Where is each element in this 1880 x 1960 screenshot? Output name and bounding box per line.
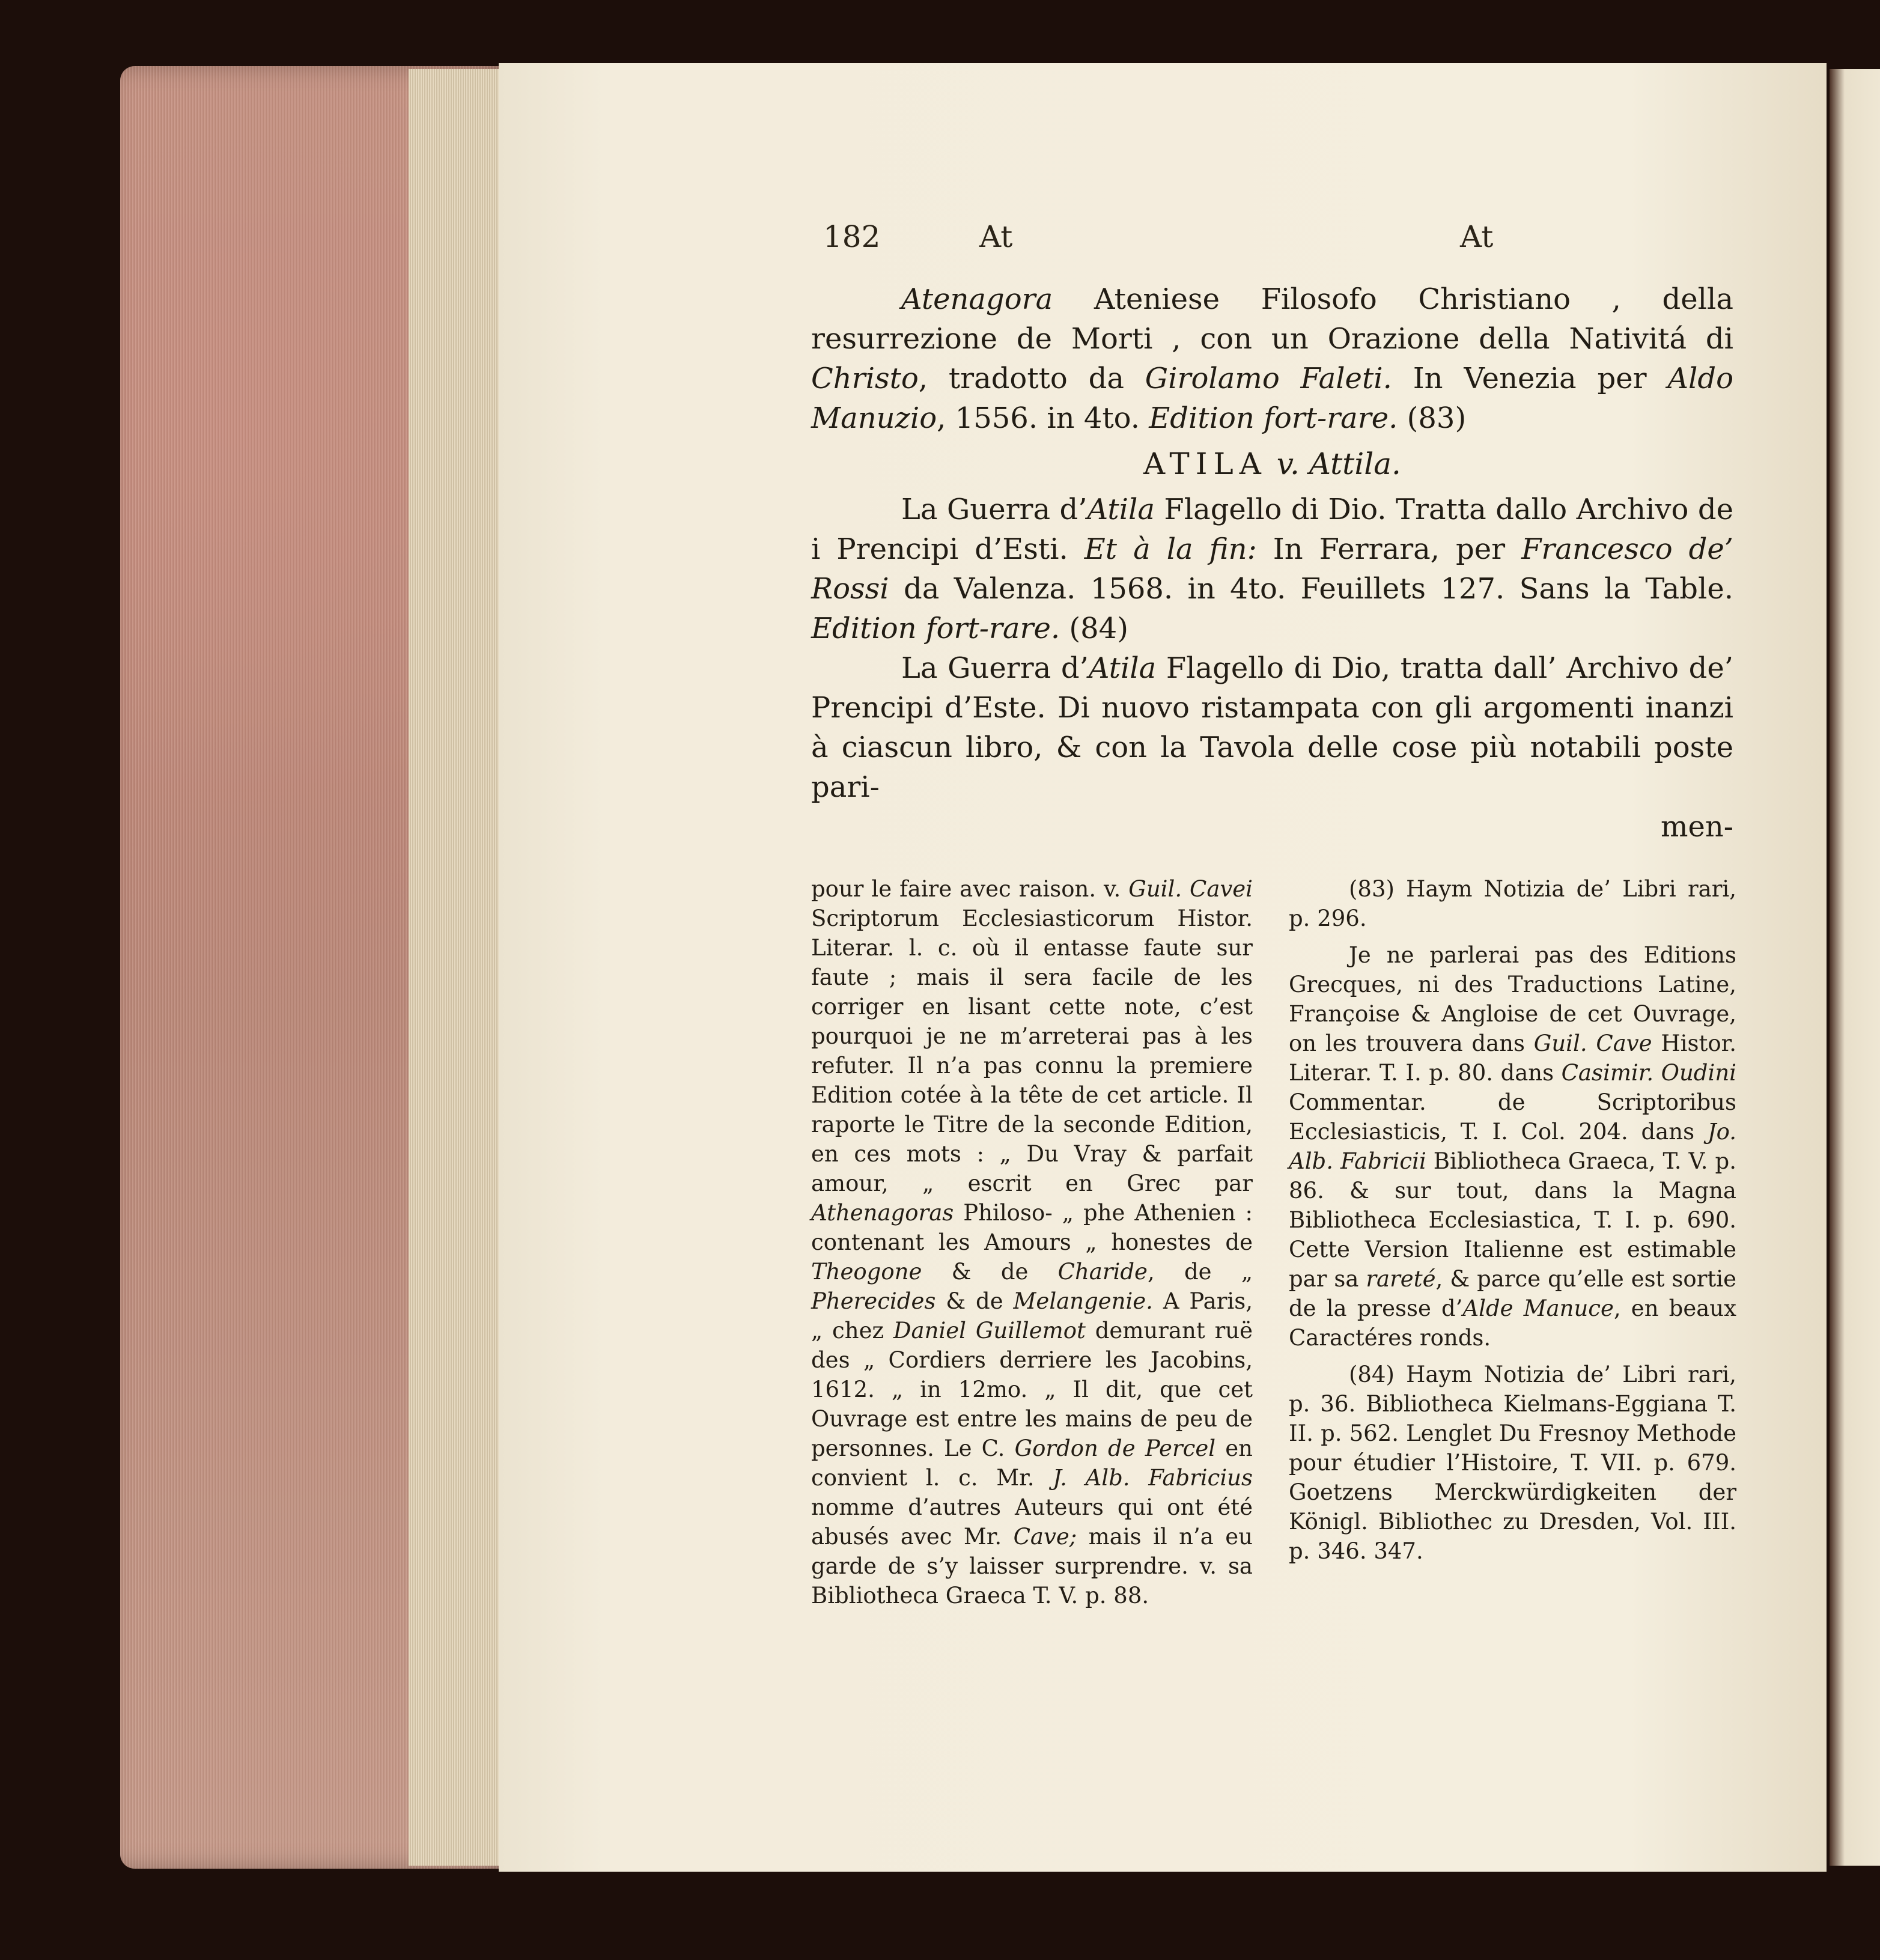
text: Atila	[1087, 493, 1155, 526]
notes-left-column	[811, 874, 1253, 1618]
text: J. Alb. Fabricius	[1053, 1465, 1253, 1491]
text: Daniel Guillemot	[893, 1318, 1086, 1344]
facing-page-edge	[1830, 69, 1880, 1866]
text: en convient l. c. Mr.	[811, 1435, 1253, 1491]
text: Philoso- „ phe Athenien : contenant les Amours „ honestes de	[811, 1200, 1253, 1255]
header-right: At	[1460, 219, 1494, 254]
entry-atenagora	[811, 279, 1733, 438]
note-continuation	[811, 874, 1253, 1610]
text: Christo	[811, 362, 919, 395]
text: Casimir. Oudini	[1561, 1060, 1736, 1086]
text: , & parce qu’elle est sortie de la presse d’	[1289, 1266, 1736, 1321]
text: Guil. Cave	[1533, 1030, 1652, 1056]
text: Ateniese Filosofo Christiano , della resurrezione de Morti , con un Orazione della Nativitá di	[811, 282, 1733, 356]
printer: Aldo Manuzio	[811, 362, 1734, 435]
text: , 1556. in 4to.	[937, 401, 1149, 435]
entry-atila-1	[811, 490, 1733, 648]
text: & de	[935, 1288, 1014, 1314]
text: Charide	[1057, 1259, 1148, 1285]
footnote-ref: (83)	[1398, 401, 1467, 435]
page-stack	[409, 69, 505, 1866]
notes-right-column	[1289, 874, 1736, 1573]
entry-heading	[811, 444, 1733, 484]
text: La Guerra d’	[901, 493, 1088, 526]
text: Et à la fin:	[1084, 532, 1257, 566]
entry-atila-2	[811, 648, 1733, 807]
text: Flagello di Dio. Tratta dallo Archivo de i Prencipi d’Esti.	[811, 493, 1733, 566]
text: Flagello di Dio, tratta dall’ Archivo de’ Prencipi d’Este. Di nuovo ristampata con gli argomenti inanzi à ciascun libro, & con la Tavola delle cose più notabili poste pari-	[811, 651, 1733, 804]
rarity-note: Edition fort-rare.	[1149, 401, 1398, 435]
text: rareté	[1366, 1266, 1436, 1292]
author: Atenagora	[901, 282, 1053, 316]
note-83-continued	[1289, 940, 1736, 1353]
heading-name: ATILA	[1143, 446, 1267, 481]
text: , tradotto da	[918, 362, 1145, 395]
text: Theogone	[811, 1259, 922, 1285]
book-page	[499, 63, 1827, 1872]
text: Cave;	[1013, 1524, 1077, 1550]
text: & de	[922, 1259, 1058, 1285]
text: Pherecides	[811, 1288, 936, 1314]
printer: Francesco de’ Rossi	[811, 532, 1733, 606]
rarity-note: Edition fort-rare.	[811, 612, 1060, 645]
text: Alde Manuce	[1462, 1295, 1614, 1321]
text: nomme d’autres Auteurs qui ont été abusés avec Mr.	[811, 1494, 1253, 1550]
text: pour le faire avec raison. v.	[811, 876, 1129, 902]
text: , en beaux Caractéres ronds.	[1289, 1295, 1736, 1351]
translator: Girolamo Faleti.	[1145, 362, 1392, 395]
text: Melangenie.	[1013, 1288, 1153, 1314]
note-84: (84) Haym Notizia de’ Libri rari, p. 36. Bibliotheca Kielmans-Eggiana T. II. p. 562. Lenglet Du Fresnoy Methode pour étudier l’Histoire, T. VII. p. 679. Goetzens Merckwürdigkeiten der Königl. Bibliothec zu Dresden, Vol. III. p. 346. 347.	[1289, 1362, 1736, 1564]
text: Athenagoras	[811, 1200, 954, 1226]
text: Scriptorum Ecclesiasticorum Histor. Literar. l. c. où il entasse faute sur faute ; mais il sera facile de les corriger en lisant cette note, c’est pourquoi je ne m’arreterai pas à les refuter. Il n’a pas connu la premiere Edition cotée à la tête de cet article. Il raporte le Titre de la seconde Edition, en ces mots : „ Du Vray & parfait amour, „ escrit en Grec par	[811, 905, 1253, 1196]
text: A Paris, „ chez	[811, 1288, 1253, 1344]
header-left: At	[979, 219, 1013, 254]
text: demurant ruë des „ Cordiers derriere les Jacobins, 1612. „ in 12mo. „ Il dit, que cet Ouvrage est entre les mains de peu de personnes. Le C.	[811, 1318, 1253, 1461]
note-83: (83) Haym Notizia de’ Libri rari, p. 296.	[1289, 876, 1736, 931]
text: In Venezia per	[1392, 362, 1668, 395]
footnote-ref: (84)	[1060, 612, 1128, 645]
cross-reference: Attila.	[1309, 446, 1401, 481]
text: Guil. Cavei	[1128, 876, 1253, 902]
text: La Guerra d’	[901, 651, 1089, 685]
main-text	[811, 279, 1733, 847]
text: Commentar. de Scriptoribus Ecclesiasticis, T. I. Col. 204. dans	[1289, 1089, 1736, 1145]
page-number: 182	[823, 219, 881, 254]
text: Gordon de Percel	[1014, 1435, 1216, 1461]
text: In Ferrara, per	[1256, 532, 1522, 566]
catchword: men-	[1660, 810, 1733, 844]
text: Bibliotheca Graeca, T. V. p. 86. & sur tout, dans la Magna Bibliotheca Ecclesiastica, T. I. p. 690. Cette Version Italienne est estimable par sa	[1289, 1148, 1736, 1292]
text: Histor. Literar. T. I. p. 80. dans	[1289, 1030, 1736, 1086]
text: v.	[1267, 446, 1309, 481]
text: Je ne parlerai pas des Editions Grecques, ni des Traductions Latine, Françoise & Angloise de cet Ouvrage, on les trouvera dans	[1289, 942, 1736, 1056]
text: Jo. Alb. Fabricii	[1289, 1119, 1736, 1174]
text: da Valenza. 1568. in 4to. Feuillets 127. Sans la Table.	[889, 572, 1733, 606]
text: Atila	[1088, 651, 1157, 685]
text: , de „	[1147, 1259, 1253, 1285]
text: mais il n’a eu garde de s’y laisser surprendre. v. sa Bibliotheca Graeca T. V. p. 88.	[811, 1524, 1253, 1608]
